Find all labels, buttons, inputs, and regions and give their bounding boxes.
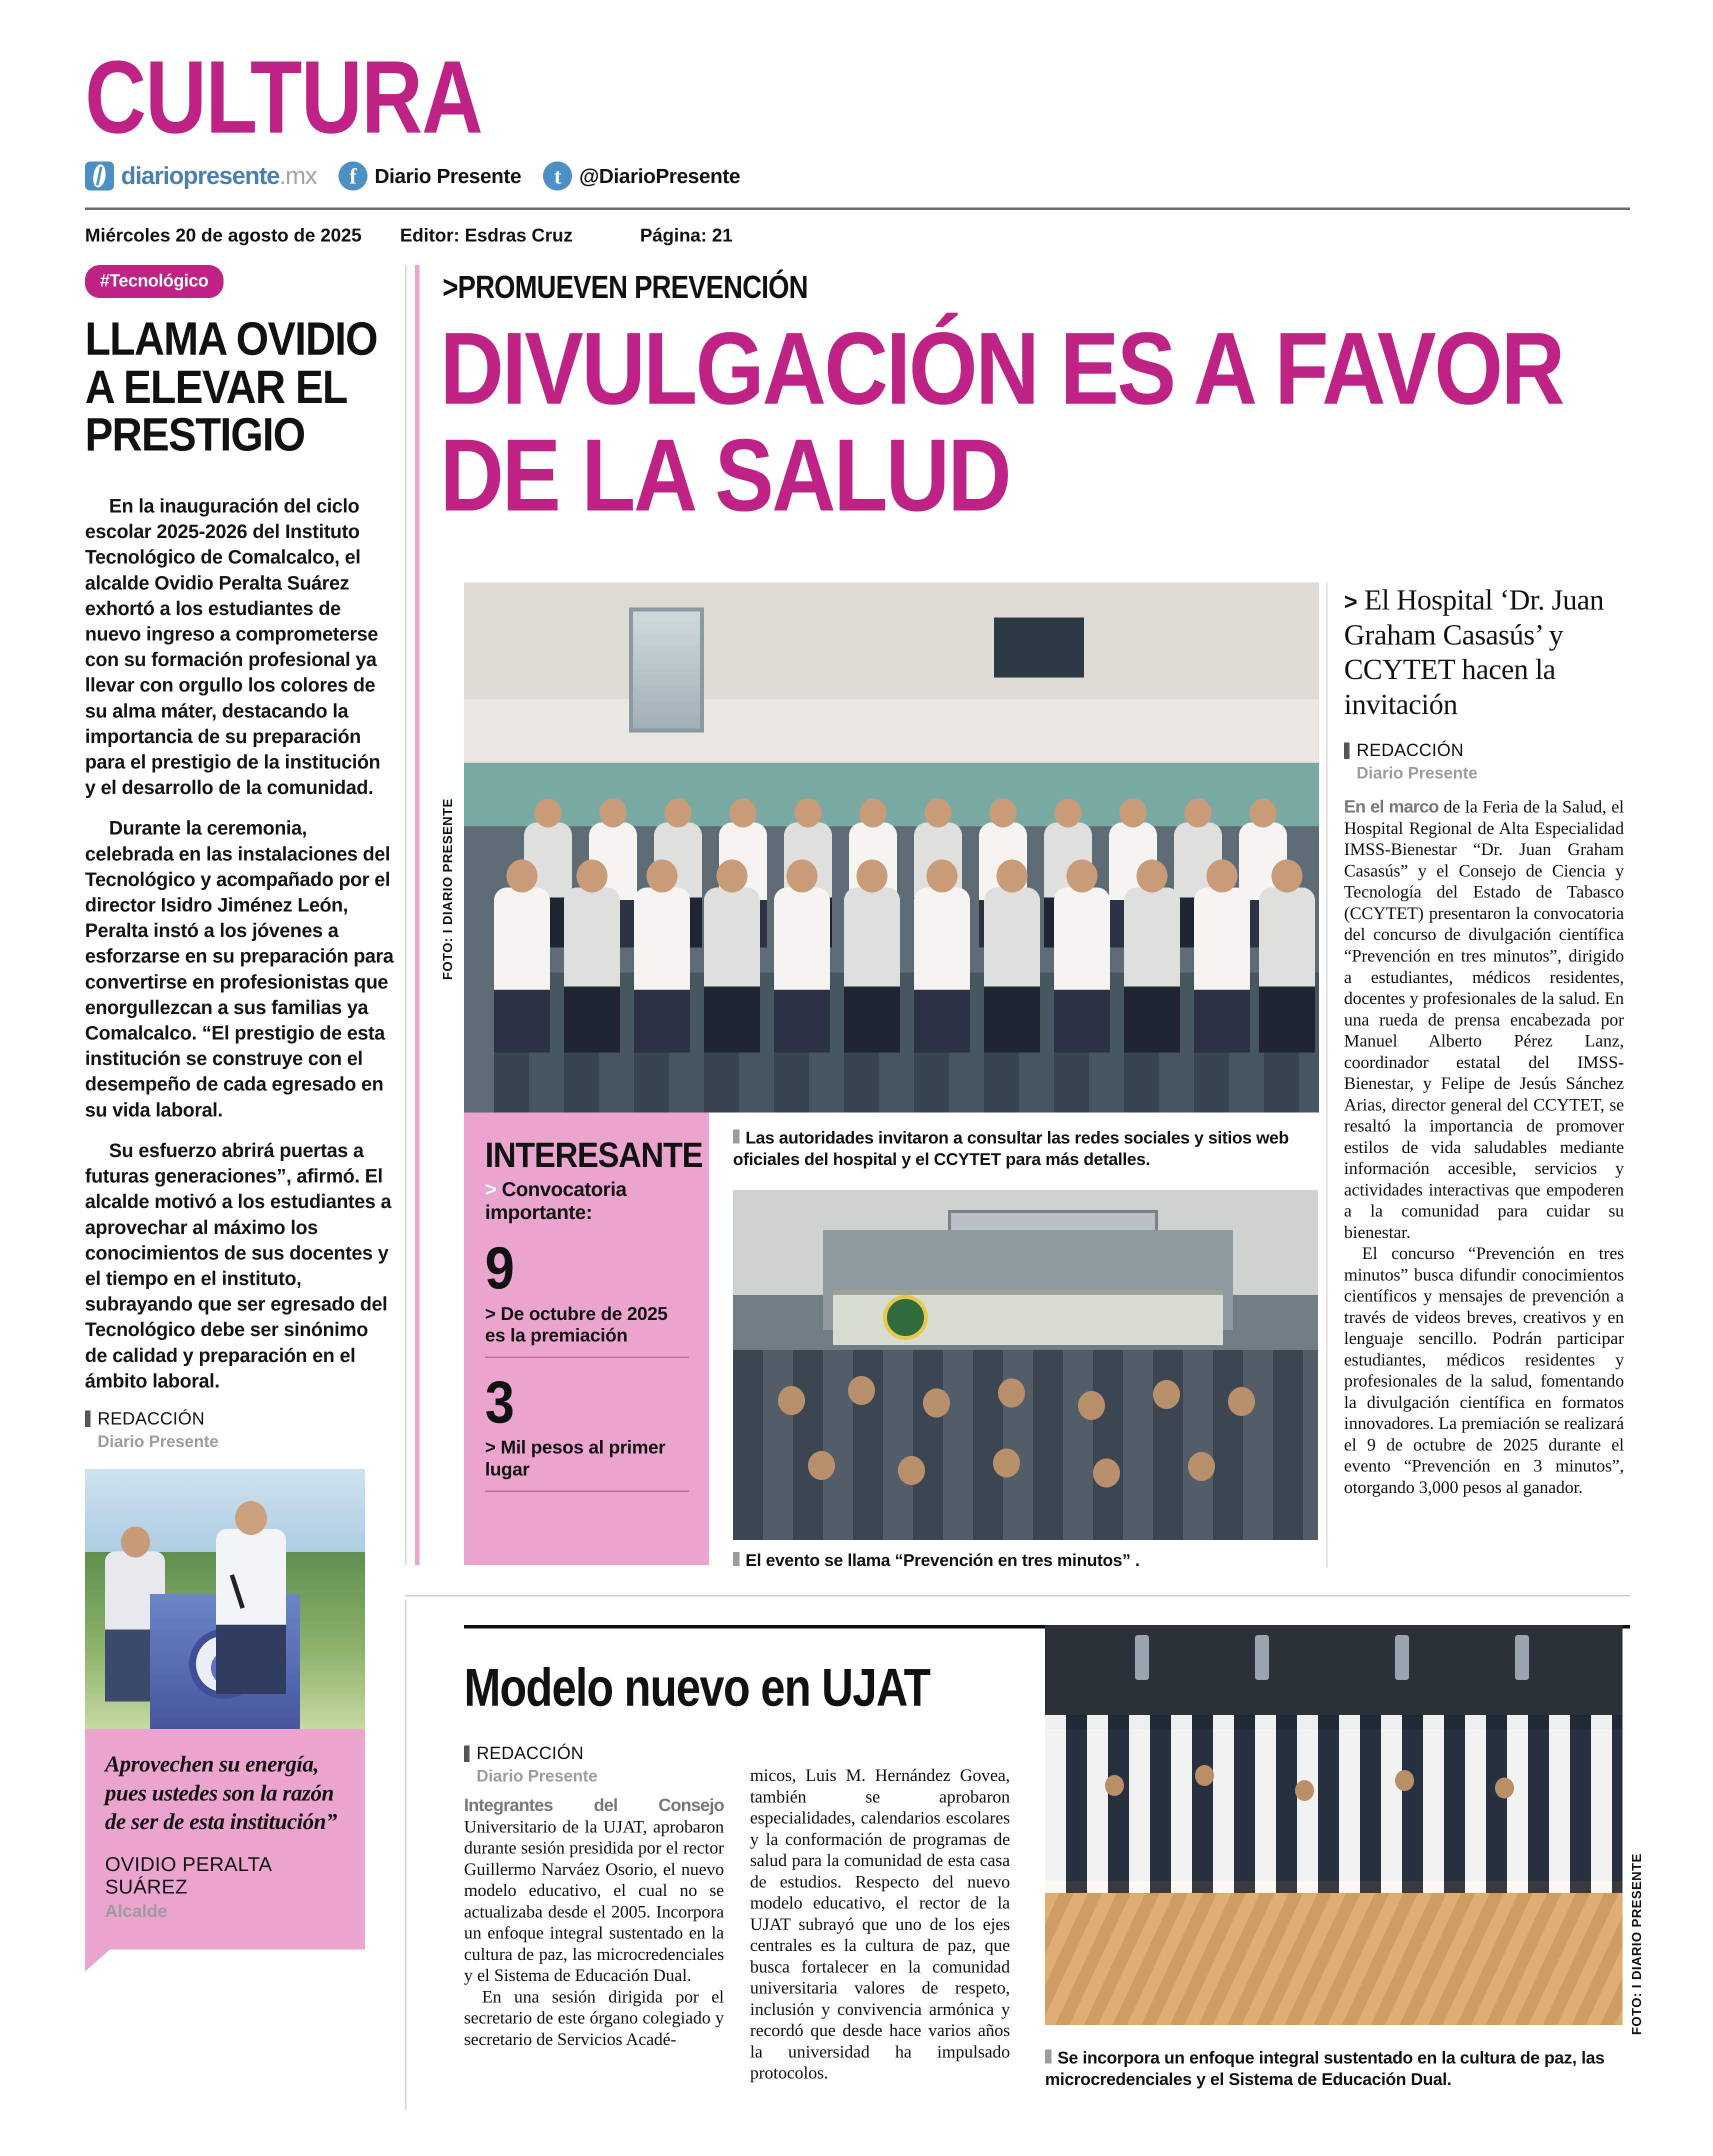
column-divider-gray-lower [405,1600,406,2110]
chevron-right-icon: > [1344,588,1358,614]
ujat-article-byline [464,1744,598,1786]
paragraph: En la inauguración del ciclo escolar 2025-2026 del Instituto Tecnológico de Comalcalco, el alcalde Ovidio Peralta Suárez exhortó a los estudiantes de nuevo ingreso a comprometerse con su formación profesional ya llevar con orgullo los colores de su alma máter, destacando la importancia de su preparación para el prestigio de la institución y el desarrollo de la comunidad. [85,496,380,799]
caption-text: Se incorpora un enfoque integral sustentado en la cultura de paz, las microcredenciales y el Sistema de Educación Dual. [1045,2048,1604,2089]
main-photo-caption [733,1128,1318,1170]
main-article-byline [1344,740,1624,782]
column-divider-pink [415,265,420,1565]
interesante-subtitle-label: Convocatoria importante: [485,1178,627,1224]
chevron-right-icon: > [442,270,458,305]
facebook-link[interactable] [338,162,521,190]
dateline [85,225,1630,246]
byline-label: REDACCIÓN [98,1408,205,1428]
second-article-photo [733,1190,1318,1540]
paragraph [1344,796,1624,1243]
publication-date: Miércoles 20 de agosto de 2025 [85,225,362,246]
byline-source: Diario Presente [1356,764,1478,782]
pull-quote-role: Alcalde [105,1901,168,1921]
byline-bar-icon [85,1410,90,1427]
interesante-subtitle [485,1178,689,1224]
paragraph: El concurso “Prevención en tres minutos” busca difundir conocimientos científicos y mensajes de prevención a través de videos breves, creativos y en lenguaje sencillo. Podrán participar estudiantes, médicos residentes y profesionales de la salud, fomentando la divulgación científica en formatos innovadores. La premiación se realizará el 9 de octubre de 2025 durante el evento “Prevención en 3 minutos”, otorgando 3,000 pesos al ganador. [1344,1244,1624,1497]
pull-quote [85,1729,365,1950]
pull-quote-attribution: OVIDIO PERALTA SUÁREZ [105,1853,272,1898]
main-article-body [1344,796,1624,1498]
paragraph-text: de la Feria de la Salud, el Hospital Regional de Alta Especialidad IMSS-Bienestar “Dr. Juan Graham Casasús” y el Consejo de Ciencia y Tecnología del Estado de Tabasco (CCYTET) presentaron la convocatoria del concurso de divulgación científica “Prevención en tres minutos”, dirigido a estudiantes, médicos residentes, docentes y profesionales de la salud. En una rueda de prensa encabezada por Manuel Alberto Pérez Lanz, coordinador estatal del IMSS-Bienestar, y Felipe de Jesús Sánchez Arias, director general del CCYTET, se resaltó la importancia de promover estilos de vida saludables mediante información accesible, servicios y actividades interactivas que empoderen a la comunidad para cuidar su bienestar. [1344,797,1624,1242]
masthead-divider [85,208,1630,210]
lead-in-bold: Integrantes del Consejo [464,1796,724,1815]
caption-bar-icon [733,1552,740,1566]
divider [485,1356,689,1358]
divider [485,1490,689,1492]
diario-presente-logo-icon [85,162,114,190]
twitter-link[interactable] [543,162,740,190]
interesante-fact-number: 3 [485,1369,514,1436]
caption-bar-icon [1045,2050,1052,2064]
interesante-fact-desc [485,1303,689,1346]
left-article-photo [85,1469,365,1729]
caption-bar-icon [733,1130,740,1144]
paragraph [464,1795,724,1986]
main-article-right-column [1344,582,1624,1498]
left-article-body [85,494,395,1394]
lead-in-bold: En el marco [1344,797,1439,817]
kicker-label: PROMUEVEN PREVENCIÓN [458,270,808,305]
chevron-right-icon: > [485,1437,496,1458]
website-suffix: .mx [279,162,317,190]
interesante-fact-text: De octubre de 2025 es la premiación [485,1303,668,1346]
twitter-label: @DiarioPresente [579,164,740,188]
masthead [85,40,1630,246]
website-link[interactable] [85,162,316,190]
main-article-deck [1344,582,1624,722]
ujat-article-headline: Modelo nuevo en UJAT [464,1658,930,1718]
page-number: Página: 21 [640,225,733,246]
right-column-divider [1326,582,1328,1568]
second-photo-caption [733,1550,1318,1572]
left-article [85,265,395,1950]
paragraph: micos, Luis M. Hernández Govea, también se aprobaron especialidades, calendarios escolares y la conformación de programas de salud para la comunidad de esta casa de estudios. Respecto del nuevo modelo educativo, el rector de la UJAT subrayó que uno de los ejes centrales es la cultura de paz, que busca fortalecer en la comunidad universitaria valores de respeto, inclusión y convivencia armónica y recordó que desde hace varios años la universidad ha impulsado protocolos. [750,1766,1010,2083]
website-name: diariopresente [121,162,280,190]
deck-text: El Hospital ‘Dr. Juan Graham Casasús’ y CCYTET hacen la invitación [1344,584,1604,720]
hashtag-badge[interactable]: #Tecnológico [85,265,224,298]
paragraph: En una sesión dirigida por el secretario de este órgano colegiado y secretario de Servicios Acadé- [464,1986,724,2049]
byline-bar-icon [464,1746,470,1762]
left-article-byline [85,1409,395,1451]
main-photo-credit: FOTO: I DIARIO PRESENTE [440,798,455,980]
byline-source: Diario Presente [98,1432,219,1450]
byline-label: REDACCIÓN [476,1744,584,1763]
section-divider [405,1595,1630,1596]
interesante-fact-text: Mil pesos al primer lugar [485,1437,666,1480]
left-article-headline: LLAMA OVIDIO A ELEVAR EL PRESTIGIO [85,312,378,461]
interesante-fact-number: 9 [485,1235,514,1302]
column-divider-gray [405,265,406,1565]
ujat-article-column-2 [750,1765,1010,2084]
byline-source: Diario Presente [476,1766,598,1785]
interesante-title: INTERESANTE [485,1135,703,1175]
paragraph: Durante la ceremonia, celebrada en las instalaciones del Tecnológico y acompañado por el director Isidro Jiménez León, Peralta instó a los jóvenes a esforzarse en su preparación para convertirse en profesionistas que enorgullezcan a sus familias ya Comalcalco. “El prestigio de esta institución se construye con el desempeño de cada egresado en su vida laboral. [85,818,394,1121]
main-article-headline: DIVULGACIÓN ES A FAVOR DE LA SALUD [440,310,1563,533]
masthead-socials [85,162,1630,190]
byline-label: REDACCIÓN [1356,740,1464,760]
byline-bar-icon [1344,742,1350,759]
caption-text: Las autoridades invitaron a consultar las redes sociales y sitios web oficiales del hospital y el CCYTET para más detalles. [733,1128,1289,1169]
main-article-photo [464,582,1319,1112]
main-article-kicker [442,269,808,306]
chevron-right-icon: > [485,1178,496,1200]
facebook-label: Diario Presente [374,164,522,188]
facebook-icon: f [338,162,368,190]
ujat-article-column-1 [464,1795,724,2050]
chevron-right-icon: > [485,1303,496,1324]
page-title: CULTURA [85,40,482,156]
pull-quote-text: Aprovechen su energía, pues ustedes son la razón de ser de esta institución” [105,1751,338,1834]
ujat-photo-caption [1045,2048,1630,2090]
paragraph: Su esfuerzo abrirá puertas a futuras generaciones”, afirmó. El alcalde motivó a los estudiantes a aprovechar al máximo los conocimientos de sus docentes y el tiempo en el instituto, subrayando que ser egresado del Tecnológico debe ser sinónimo de calidad y preparación en el ámbito laboral. [85,1140,392,1392]
interesante-fact-desc [485,1436,689,1480]
ujat-photo-credit: FOTO: I DIARIO PRESENTE [1629,1853,1644,2035]
caption-text: El evento se llama “Prevención en tres minutos” . [746,1551,1140,1570]
twitter-icon: t [543,162,572,190]
editor-name: Editor: Esdras Cruz [400,225,573,246]
paragraph-text: Universitario de la UJAT, aprobaron durante sesión presidida por el rector Guillermo Narváez Osorio, el nuevo modelo educativo, el cual no se actualizaba desde el 2005. Incorpora un enfoque integral sustentado en la cultura de paz, las microcredenciales y el Sistema de Educación Dual. [464,1816,724,1986]
ujat-article-photo [1045,1625,1622,2025]
interesante-box [464,1112,709,1565]
